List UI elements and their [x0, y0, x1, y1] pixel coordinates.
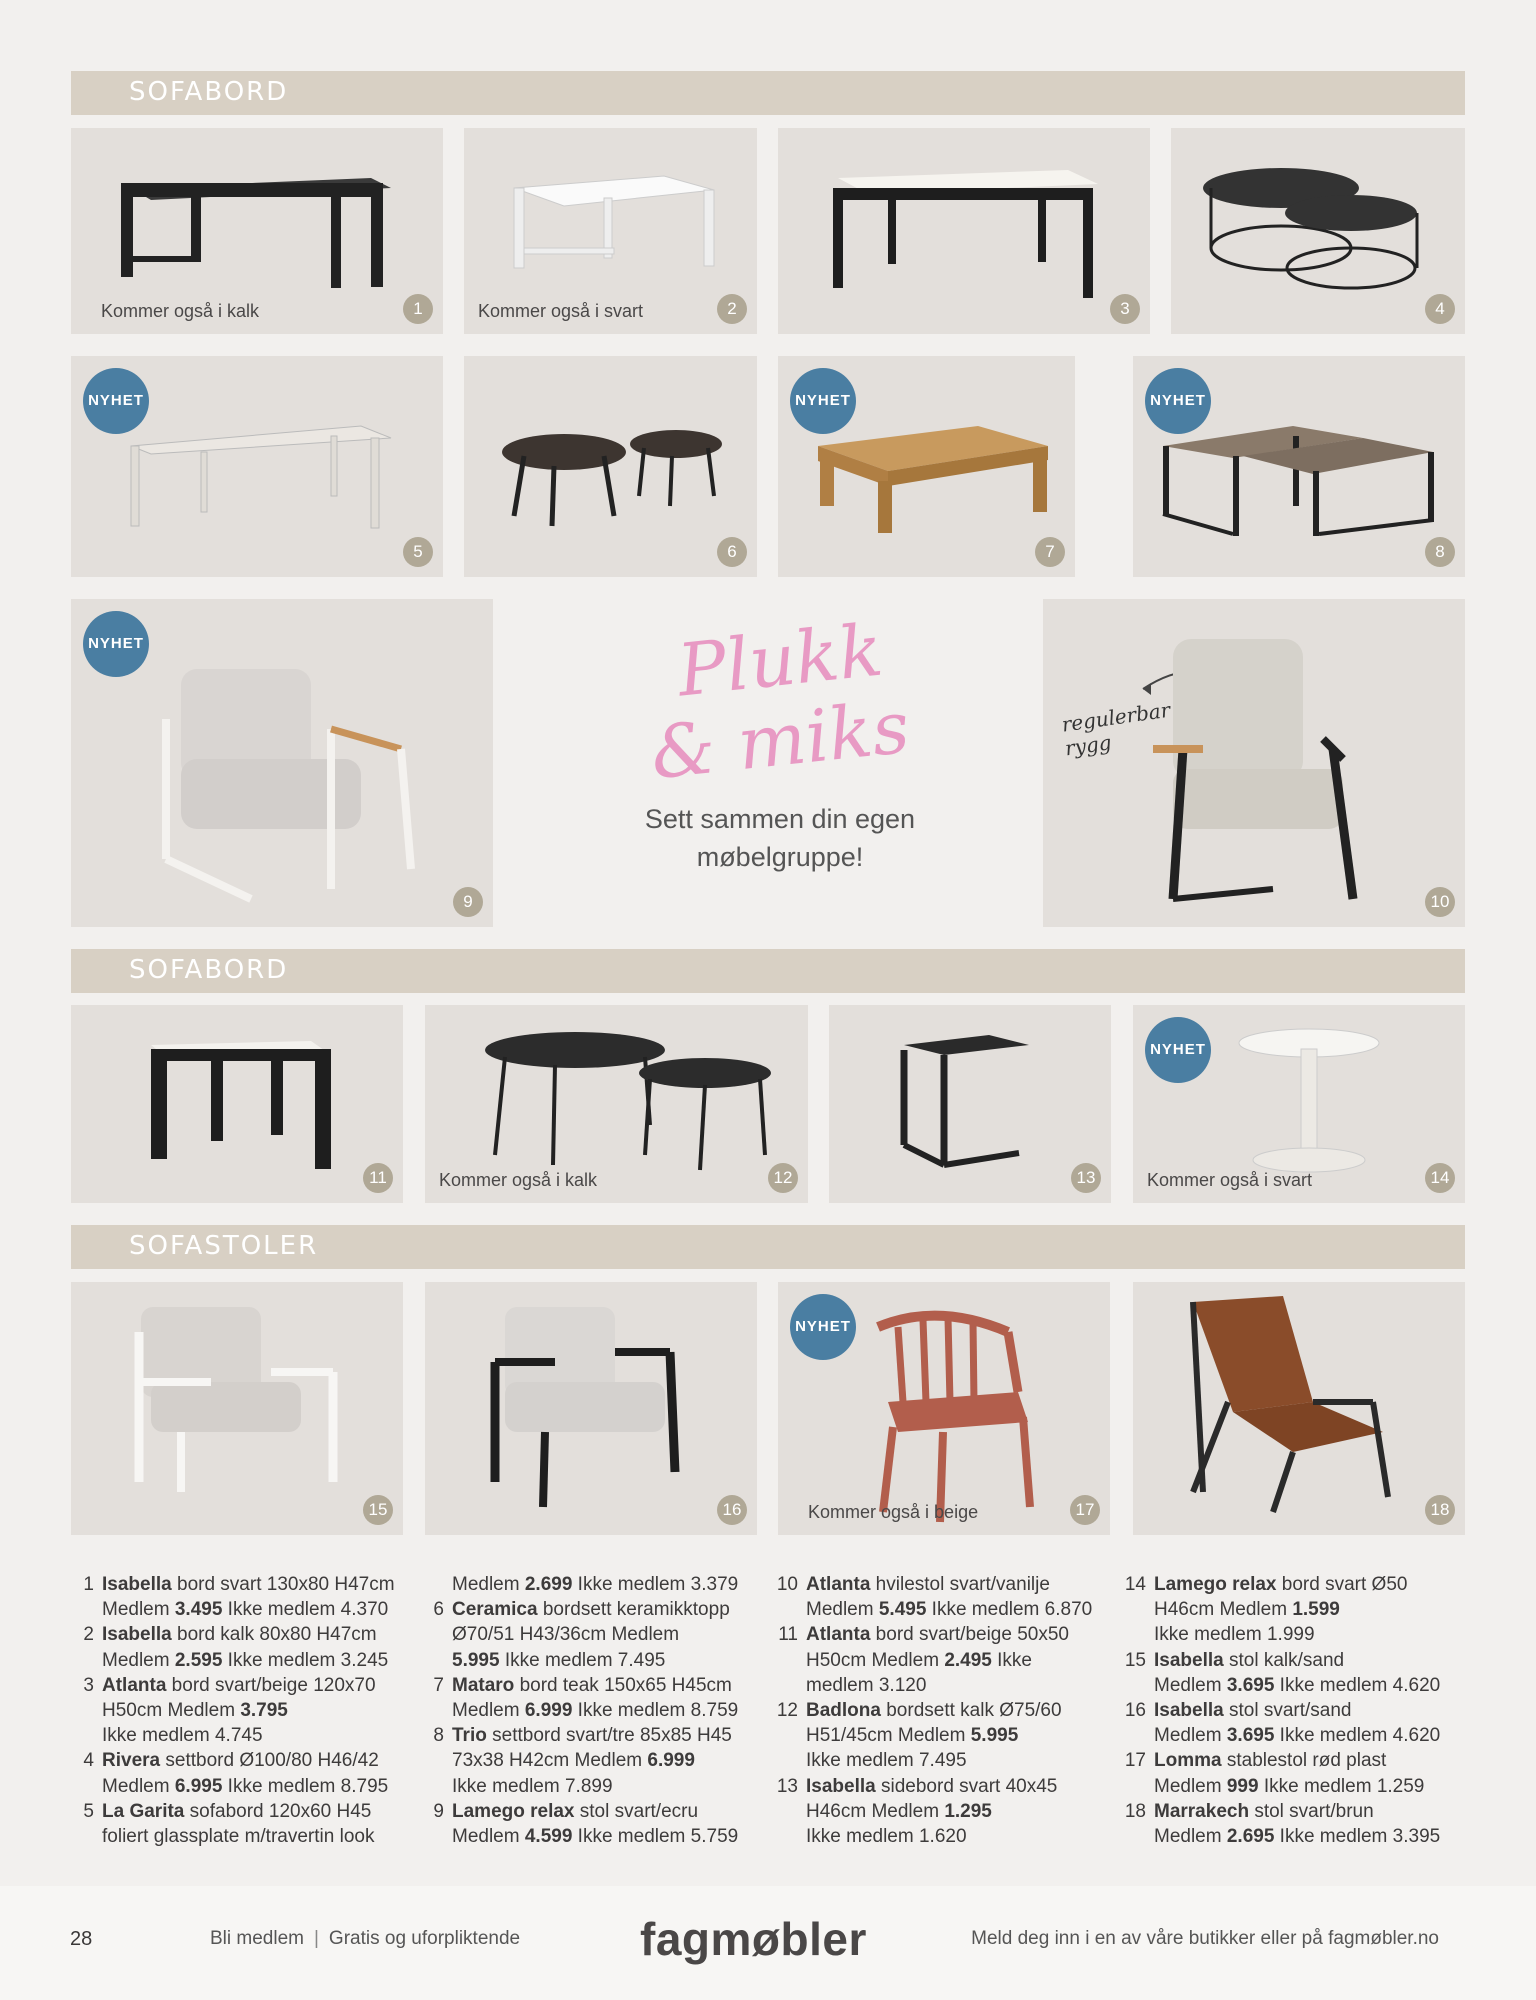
item-number	[772, 1748, 806, 1773]
product-tile-4[interactable]	[1171, 128, 1465, 334]
product-number: 10	[1425, 887, 1455, 917]
product-number: 7	[1035, 537, 1065, 567]
product-number: 1	[403, 294, 433, 324]
item-text: Medlem 2.699 Ikke medlem 3.379	[452, 1574, 739, 1595]
item-text: Ikke medlem 1.999	[1154, 1624, 1315, 1646]
member-price: 3.695	[1226, 1725, 1275, 1747]
description-line	[418, 1698, 758, 1723]
product-name: Isabella	[102, 1624, 172, 1646]
product-name: Isabella	[102, 1574, 172, 1595]
product-number: 16	[717, 1495, 747, 1525]
product-name: Badlona	[806, 1700, 881, 1722]
table-image	[829, 1005, 1111, 1203]
item-number: 7	[433, 1674, 444, 1696]
item-text: 5.995 Ikke medlem 7.495	[452, 1649, 666, 1671]
product-tile-3[interactable]	[778, 128, 1150, 334]
product-number: 18	[1425, 1495, 1455, 1525]
chair-image	[425, 1282, 757, 1535]
item-number	[418, 1622, 452, 1647]
product-name: Mataro	[452, 1674, 515, 1696]
description-line	[772, 1774, 1112, 1799]
color-note: Kommer også i kalk	[101, 301, 260, 321]
promo-title-line1: Plukk	[673, 607, 887, 713]
product-number: 3	[1110, 294, 1140, 324]
description-line	[1120, 1774, 1465, 1799]
item-number	[68, 1597, 102, 1622]
item-text: Ø70/51 H43/36cm Medlem	[452, 1624, 680, 1646]
item-text: Rivera settbord Ø100/80 H46/42	[102, 1750, 379, 1772]
description-line	[772, 1648, 1112, 1673]
item-text: H50cm Medlem 3.795	[102, 1700, 288, 1722]
page-number: 28	[70, 1928, 93, 1950]
promo-title-line2: & miks	[646, 684, 914, 796]
section-header-sofastoler	[71, 1225, 1465, 1269]
description-line	[772, 1799, 1112, 1824]
description-line	[1120, 1799, 1465, 1824]
item-text: Medlem 5.495 Ikke medlem 6.870	[806, 1599, 1093, 1621]
item-text: Medlem 2.595 Ikke medlem 3.245	[102, 1649, 389, 1671]
product-number: 13	[1071, 1163, 1101, 1193]
item-text: Atlanta hvilestol svart/vanilje	[806, 1574, 1050, 1595]
new-badge: NYHET	[1145, 368, 1211, 434]
description-line	[68, 1748, 408, 1773]
description-line	[1120, 1824, 1465, 1849]
item-text: foliert glassplate m/travertin look	[102, 1826, 375, 1848]
membership-tagline: Bli medlem | Gratis og uforpliktende	[210, 1928, 521, 1949]
product-number: 8	[1425, 537, 1455, 567]
item-number: 13	[776, 1775, 798, 1797]
item-number: 15	[1124, 1649, 1146, 1671]
product-name: Lomma	[1154, 1750, 1222, 1772]
item-number: 14	[1124, 1574, 1146, 1595]
description-line	[1120, 1572, 1465, 1597]
item-number: 5	[83, 1800, 94, 1822]
item-number	[418, 1748, 452, 1773]
description-line	[68, 1622, 408, 1647]
item-text: Lomma stablestol rød plast	[1154, 1750, 1387, 1772]
color-note: Kommer også i svart	[478, 301, 644, 321]
item-number	[1120, 1673, 1154, 1698]
section-title: SOFASTOLER	[129, 1231, 319, 1261]
product-tile-18[interactable]	[1133, 1282, 1465, 1535]
item-text: Medlem 999 Ikke medlem 1.259	[1154, 1775, 1425, 1797]
item-number	[772, 1723, 806, 1748]
item-text: medlem 3.120	[806, 1674, 927, 1696]
item-text: Ceramica bordsett keramikktopp	[452, 1599, 730, 1621]
section-title: SOFABORD	[129, 77, 289, 107]
item-text: Ikke medlem 7.899	[452, 1775, 613, 1797]
item-text: La Garita sofabord 120x60 H45	[102, 1800, 372, 1822]
product-tile-6[interactable]	[464, 356, 757, 577]
product-tile-1[interactable]	[71, 128, 443, 334]
description-line	[68, 1723, 408, 1748]
item-number	[1120, 1723, 1154, 1748]
item-number: 6	[433, 1599, 444, 1621]
item-number	[68, 1824, 102, 1849]
section-header-sofabord-2	[71, 949, 1465, 993]
member-price: 2.699	[524, 1574, 573, 1595]
product-name: Ceramica	[452, 1599, 538, 1621]
product-tile-12[interactable]	[425, 1005, 808, 1203]
item-number	[772, 1597, 806, 1622]
item-number	[1120, 1622, 1154, 1647]
product-tile-16[interactable]	[425, 1282, 757, 1535]
description-line	[418, 1622, 758, 1647]
table-image	[1171, 128, 1465, 334]
product-name: Atlanta	[806, 1574, 871, 1595]
adjustable-back-note: regulerbar rygg	[1060, 697, 1172, 761]
item-number	[68, 1723, 102, 1748]
item-text: Medlem 4.599 Ikke medlem 5.759	[452, 1826, 739, 1848]
section-title: SOFABORD	[129, 955, 289, 985]
description-line	[772, 1723, 1112, 1748]
signup-cta[interactable]: Meld deg inn i en av våre butikker eller på fagmøbler.no	[971, 1928, 1439, 1949]
new-badge: NYHET	[1145, 1017, 1211, 1083]
color-note: Kommer også i svart	[1147, 1170, 1313, 1190]
item-text: Lamego relax stol svart/ecru	[452, 1800, 699, 1822]
item-text: H46cm Medlem 1.295	[806, 1800, 992, 1822]
product-tile-5[interactable]	[71, 356, 443, 577]
description-line	[772, 1673, 1112, 1698]
item-text: Isabella bord kalk 80x80 H47cm	[102, 1624, 377, 1646]
member-price: 2.595	[174, 1649, 223, 1671]
product-tile-7[interactable]	[778, 356, 1075, 577]
promo-plukk-miks	[500, 607, 1060, 920]
description-line	[772, 1622, 1112, 1647]
item-number: 1	[83, 1574, 94, 1595]
item-number	[418, 1648, 452, 1673]
item-text: Badlona bordsett kalk Ø75/60	[806, 1700, 1062, 1722]
promo-subtitle-2: møbelgruppe!	[696, 842, 864, 872]
description-line	[418, 1799, 758, 1824]
new-badge: NYHET	[790, 1294, 856, 1360]
item-text: Marrakech stol svart/brun	[1154, 1800, 1374, 1822]
item-number: 17	[1124, 1750, 1146, 1772]
product-name: Isabella	[806, 1775, 876, 1797]
promo-subtitle-1: Sett sammen din egen	[644, 804, 916, 834]
item-text: Ikke medlem 4.745	[102, 1725, 263, 1747]
description-line	[68, 1799, 408, 1824]
member-price: 3.495	[174, 1599, 223, 1621]
product-name: Atlanta	[806, 1624, 871, 1646]
item-text: Trio settbord svart/tre 85x85 H45	[452, 1725, 732, 1747]
item-number	[68, 1648, 102, 1673]
product-name: Marrakech	[1154, 1800, 1250, 1822]
description-line	[1120, 1723, 1465, 1748]
item-number: 16	[1124, 1700, 1146, 1722]
item-text: Medlem 2.695 Ikke medlem 3.395	[1154, 1826, 1441, 1848]
product-tile-17[interactable]	[778, 1282, 1110, 1535]
item-text: H51/45cm Medlem 5.995	[806, 1725, 1019, 1747]
item-number	[772, 1673, 806, 1698]
description-column-4	[1120, 1572, 1465, 1849]
member-price: 5.995	[970, 1725, 1019, 1747]
product-number: 15	[363, 1495, 393, 1525]
product-number: 14	[1425, 1163, 1455, 1193]
description-line	[1120, 1673, 1465, 1698]
member-price: 999	[1226, 1775, 1259, 1797]
free-text: Gratis og uforpliktende	[328, 1928, 521, 1949]
product-tile-11[interactable]	[71, 1005, 403, 1203]
description-line	[418, 1673, 758, 1698]
product-tile-8[interactable]	[1133, 356, 1465, 577]
product-name: Atlanta	[102, 1674, 167, 1696]
table-image	[71, 1005, 403, 1203]
member-price: 2.495	[944, 1649, 992, 1671]
product-tile-13[interactable]	[829, 1005, 1111, 1203]
description-column-2	[418, 1572, 758, 1849]
product-tile-14[interactable]	[1133, 1005, 1465, 1203]
item-text: Isabella sidebord svart 40x45	[806, 1775, 1058, 1797]
product-number: 4	[1425, 294, 1455, 324]
item-text: H46cm Medlem 1.599	[1154, 1599, 1340, 1621]
item-number: 2	[83, 1624, 94, 1646]
description-line	[68, 1774, 408, 1799]
description-line	[772, 1597, 1112, 1622]
item-number: 4	[83, 1750, 94, 1772]
chair-image	[71, 1282, 403, 1535]
item-text: Isabella stol svart/sand	[1154, 1700, 1352, 1722]
new-badge: NYHET	[790, 368, 856, 434]
item-number: 11	[778, 1624, 798, 1646]
member-price: 1.295	[944, 1800, 992, 1822]
product-name: Trio	[452, 1725, 487, 1747]
chair-image	[1133, 1282, 1465, 1535]
description-line	[418, 1597, 758, 1622]
section-header-sofabord	[71, 71, 1465, 115]
member-price: 3.795	[240, 1700, 288, 1722]
item-text: Atlanta bord svart/beige 50x50	[806, 1624, 1069, 1646]
item-text: H50cm Medlem 2.495 Ikke	[806, 1649, 1032, 1671]
product-tile-10[interactable]	[1043, 599, 1465, 927]
description-line	[68, 1673, 408, 1698]
description-line	[772, 1748, 1112, 1773]
description-line	[772, 1572, 1112, 1597]
description-line	[68, 1698, 408, 1723]
chair-image	[1043, 599, 1465, 927]
description-column-1	[68, 1572, 408, 1849]
color-note: Kommer også i beige	[808, 1502, 979, 1522]
item-text: Mataro bord teak 150x65 H45cm	[452, 1674, 732, 1696]
item-number	[418, 1824, 452, 1849]
product-number: 2	[717, 294, 747, 324]
item-text: Isabella bord svart 130x80 H47cm	[102, 1574, 395, 1595]
new-badge: NYHET	[83, 368, 149, 434]
product-name: Lamego relax	[1154, 1574, 1277, 1595]
description-line	[772, 1824, 1112, 1849]
description-line	[418, 1774, 758, 1799]
join-link[interactable]: Bli medlem	[210, 1928, 304, 1949]
description-line	[68, 1824, 408, 1849]
description-line	[418, 1824, 758, 1849]
new-badge: NYHET	[83, 611, 149, 677]
product-tile-2[interactable]	[464, 128, 757, 334]
color-note: Kommer også i kalk	[439, 1170, 598, 1190]
item-number	[418, 1698, 452, 1723]
product-number: 6	[717, 537, 747, 567]
member-price: 4.599	[524, 1826, 573, 1848]
product-name: La Garita	[102, 1800, 185, 1822]
product-tile-15[interactable]	[71, 1282, 403, 1535]
item-text: Medlem 3.695 Ikke medlem 4.620	[1154, 1725, 1441, 1747]
member-price: 3.695	[1226, 1674, 1275, 1696]
item-text: Ikke medlem 1.620	[806, 1826, 967, 1848]
brand-logo: fagmøbler	[640, 1913, 867, 1965]
product-number: 12	[768, 1163, 798, 1193]
member-price: 6.995	[174, 1775, 223, 1797]
item-number: 8	[433, 1725, 444, 1747]
product-name: Isabella	[1154, 1649, 1224, 1671]
description-line	[68, 1572, 408, 1597]
item-number	[772, 1799, 806, 1824]
table-image	[464, 356, 757, 577]
item-text: Medlem 3.695 Ikke medlem 4.620	[1154, 1674, 1441, 1696]
product-name: Rivera	[102, 1750, 161, 1772]
item-number	[772, 1648, 806, 1673]
description-line	[68, 1597, 408, 1622]
item-number	[68, 1698, 102, 1723]
product-number: 9	[453, 887, 483, 917]
item-number: 18	[1124, 1800, 1146, 1822]
item-number: 3	[83, 1674, 94, 1696]
item-number	[418, 1774, 452, 1799]
member-price: 1.599	[1292, 1599, 1340, 1621]
member-price: 6.999	[647, 1750, 695, 1772]
description-line	[418, 1572, 758, 1597]
item-text: 73x38 H42cm Medlem 6.999	[452, 1750, 695, 1772]
description-column-3	[772, 1572, 1112, 1849]
description-line	[1120, 1748, 1465, 1773]
item-number	[1120, 1774, 1154, 1799]
footer	[0, 1886, 1536, 2000]
item-text: Medlem 6.995 Ikke medlem 8.795	[102, 1775, 389, 1797]
item-text: Isabella stol kalk/sand	[1154, 1649, 1345, 1671]
item-number	[1120, 1824, 1154, 1849]
item-text: Medlem 3.495 Ikke medlem 4.370	[102, 1599, 389, 1621]
description-line	[418, 1748, 758, 1773]
item-number	[1120, 1597, 1154, 1622]
item-text: Medlem 6.999 Ikke medlem 8.759	[452, 1700, 739, 1722]
item-text: Atlanta bord svart/beige 120x70	[102, 1674, 376, 1696]
item-number: 10	[776, 1574, 798, 1595]
product-number: 17	[1070, 1495, 1100, 1525]
description-line	[68, 1648, 408, 1673]
item-number: 12	[776, 1700, 798, 1722]
description-line	[418, 1723, 758, 1748]
item-number	[772, 1824, 806, 1849]
description-line	[418, 1648, 758, 1673]
item-text: Ikke medlem 7.495	[806, 1750, 967, 1772]
product-name: Isabella	[1154, 1700, 1224, 1722]
member-price: 6.999	[524, 1700, 573, 1722]
description-line	[1120, 1622, 1465, 1647]
description-line	[1120, 1698, 1465, 1723]
member-price: 5.495	[878, 1599, 927, 1621]
member-price: 5.995	[452, 1649, 500, 1671]
product-number: 5	[403, 537, 433, 567]
member-price: 2.695	[1226, 1826, 1275, 1848]
product-tile-9[interactable]	[71, 599, 493, 927]
product-name: Lamego relax	[452, 1800, 575, 1822]
item-number: 9	[433, 1800, 444, 1822]
description-line	[1120, 1648, 1465, 1673]
item-text: Lamego relax bord svart Ø50	[1154, 1574, 1408, 1595]
table-image	[778, 128, 1150, 334]
description-line	[772, 1698, 1112, 1723]
item-number	[418, 1572, 452, 1597]
description-line	[1120, 1597, 1465, 1622]
product-number: 11	[363, 1163, 393, 1193]
item-number	[68, 1774, 102, 1799]
